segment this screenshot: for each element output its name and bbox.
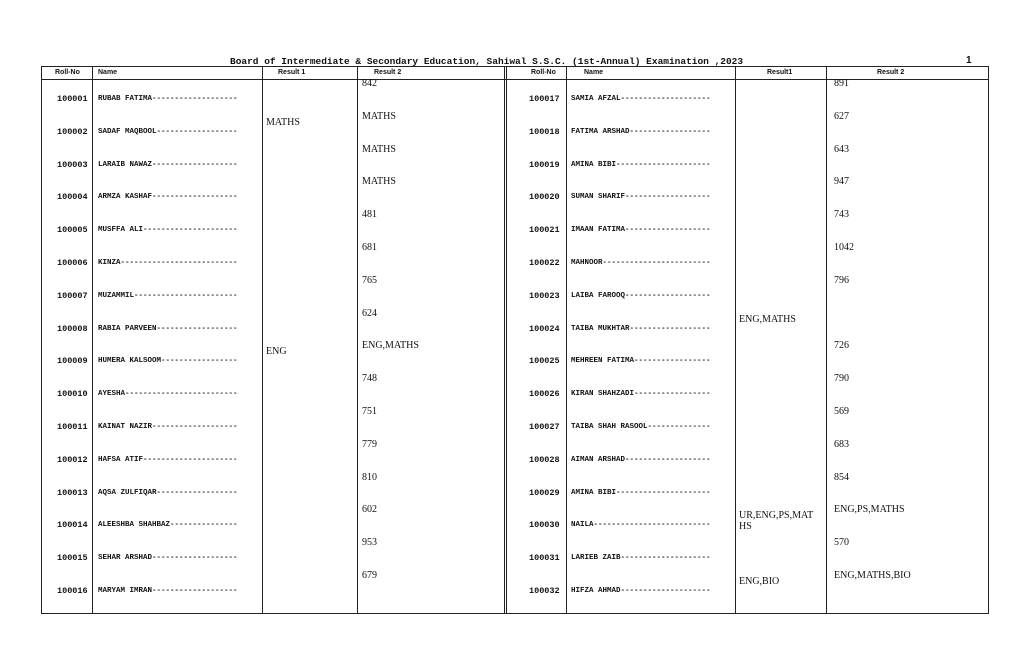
result2-value: 854 xyxy=(834,471,849,483)
result2-value: 748 xyxy=(362,373,377,385)
result1-value: MATHS xyxy=(266,116,300,128)
roll-number: 100026 xyxy=(529,389,560,400)
student-name: MEHREEN FATIMA----------------- xyxy=(571,357,711,366)
header-name-left: Name xyxy=(98,69,118,76)
column-divider xyxy=(262,66,263,614)
result2-value: 779 xyxy=(362,438,377,450)
page-number: 1 xyxy=(966,55,972,66)
roll-number: 100020 xyxy=(529,192,560,203)
result2-value: 481 xyxy=(362,209,377,221)
student-name: LARIEB ZAIB-------------------- xyxy=(571,554,711,563)
student-name: SAMIA AFZAL-------------------- xyxy=(571,95,711,103)
result2-value: 570 xyxy=(834,537,849,549)
roll-number: 100029 xyxy=(529,487,560,498)
roll-number: 100012 xyxy=(57,454,88,465)
roll-number: 100015 xyxy=(57,553,88,564)
result2-value: ENG,MATHS xyxy=(362,340,419,352)
roll-number: 100030 xyxy=(529,520,560,531)
student-name: NAILA-------------------------- xyxy=(571,521,711,530)
student-name: KINZA-------------------------- xyxy=(98,259,238,267)
student-name: KIRAN SHAHZADI----------------- xyxy=(571,390,711,399)
result1-value: ENG xyxy=(266,346,287,358)
student-name: MAHNOOR------------------------ xyxy=(571,259,711,267)
student-name: HIFZA AHMAD-------------------- xyxy=(571,587,711,595)
column-divider xyxy=(357,66,358,614)
student-name: RABIA PARVEEN------------------ xyxy=(98,324,238,333)
roll-number: 100022 xyxy=(529,258,560,268)
student-name: MUZAMMIL----------------------- xyxy=(98,291,238,300)
result2-value: ENG,PS,MATHS xyxy=(834,504,905,516)
roll-number: 100010 xyxy=(57,389,88,400)
result2-value: MATHS xyxy=(362,143,396,155)
roll-number: 100014 xyxy=(57,520,88,531)
student-name: HUMERA KALSOOM----------------- xyxy=(98,357,238,366)
student-name: IMAAN FATIMA------------------- xyxy=(571,226,711,235)
roll-number: 100028 xyxy=(529,454,560,465)
roll-number: 100001 xyxy=(57,94,88,104)
roll-number: 100006 xyxy=(57,258,88,268)
student-name: HAFSA ATIF--------------------- xyxy=(98,455,238,464)
student-name: MARYAM IMRAN------------------- xyxy=(98,587,238,595)
result2-value: 681 xyxy=(362,242,377,253)
roll-number: 100025 xyxy=(529,356,560,367)
column-divider xyxy=(566,66,567,614)
roll-number: 100002 xyxy=(57,126,88,137)
result2-value: 627 xyxy=(834,110,849,122)
result2-value: 743 xyxy=(834,209,849,221)
result2-value: 810 xyxy=(362,471,377,483)
result2-value: 569 xyxy=(834,406,849,417)
result2-value: MATHS xyxy=(362,176,396,188)
roll-number: 100009 xyxy=(57,356,88,367)
roll-number: 100007 xyxy=(57,290,88,301)
header-roll-no-right: Roll-No xyxy=(531,69,556,76)
roll-number: 100005 xyxy=(57,225,88,236)
header-result2-left: Result 2 xyxy=(374,69,402,76)
result1-value: UR,ENG,PS,MAT HS xyxy=(739,510,813,533)
student-name: RUBAB FATIMA------------------- xyxy=(98,95,238,103)
student-name: ALEESHBA SHAHBAZ--------------- xyxy=(98,521,238,530)
result2-value: 726 xyxy=(834,340,849,352)
roll-number: 100024 xyxy=(529,323,560,334)
student-name: SADAF MAQBOOL------------------ xyxy=(98,127,238,136)
header-name-right: Name xyxy=(584,69,604,76)
result2-value: 679 xyxy=(362,570,377,581)
result2-value: 624 xyxy=(362,307,377,319)
result2-value: 765 xyxy=(362,274,377,286)
page-title: Board of Intermediate & Secondary Education, Sahiwal S.S.C. (1st-Annual) Examination ,2023 xyxy=(230,56,744,67)
result2-value: 947 xyxy=(834,176,849,188)
column-divider xyxy=(735,66,736,614)
roll-number: 100004 xyxy=(57,192,88,203)
student-name: AMINA BIBI--------------------- xyxy=(571,488,711,497)
column-divider xyxy=(826,66,827,614)
result2-value: 602 xyxy=(362,504,377,516)
center-divider xyxy=(504,66,507,614)
roll-number: 100017 xyxy=(529,94,560,104)
roll-number: 100031 xyxy=(529,553,560,564)
result2-value: MATHS xyxy=(362,110,396,122)
header-roll-no-left: Roll-No xyxy=(55,69,80,76)
student-name: TAIBA MUKHTAR------------------ xyxy=(571,324,711,333)
roll-number: 100019 xyxy=(529,159,560,170)
roll-number: 100032 xyxy=(529,586,560,596)
student-name: TAIBA SHAH RASOOL-------------- xyxy=(571,423,711,431)
student-name: FATIMA ARSHAD------------------ xyxy=(571,127,711,136)
result1-value: ENG,MATHS xyxy=(739,313,796,325)
student-name: MUSFFA ALI--------------------- xyxy=(98,226,238,235)
result2-value: 1042 xyxy=(834,242,854,253)
result2-value: 796 xyxy=(834,274,849,286)
roll-number: 100018 xyxy=(529,126,560,137)
roll-number: 100013 xyxy=(57,487,88,498)
result2-value: 842 xyxy=(362,78,377,89)
student-name: AMINA BIBI--------------------- xyxy=(571,160,711,169)
result2-value: 790 xyxy=(834,373,849,385)
result2-value: 683 xyxy=(834,438,849,450)
result1-value: ENG,BIO xyxy=(739,576,780,587)
roll-number: 100016 xyxy=(57,586,88,596)
column-divider xyxy=(92,66,93,614)
roll-number: 100021 xyxy=(529,225,560,236)
roll-number: 100027 xyxy=(529,422,560,432)
result2-value: 751 xyxy=(362,406,377,417)
header-result1-left: Result 1 xyxy=(278,69,306,76)
result2-value: 891 xyxy=(834,78,849,89)
roll-number: 100011 xyxy=(57,422,88,432)
result2-value: ENG,MATHS,BIO xyxy=(834,570,911,581)
student-name: ARMZA KASHAF------------------- xyxy=(98,193,238,202)
roll-number: 100008 xyxy=(57,323,88,334)
result2-value: 643 xyxy=(834,143,849,155)
student-name: SUMAN SHARIF------------------- xyxy=(571,193,711,202)
student-name: LAIBA FAROOQ------------------- xyxy=(571,291,711,300)
student-name: KAINAT NAZIR------------------- xyxy=(98,423,238,431)
student-name: AIMAN ARSHAD------------------- xyxy=(571,455,711,464)
header-result1-right: Result1 xyxy=(767,69,793,76)
roll-number: 100023 xyxy=(529,290,560,301)
header-result2-right: Result 2 xyxy=(877,69,905,76)
result2-value: 953 xyxy=(362,537,377,549)
roll-number: 100003 xyxy=(57,159,88,170)
student-name: AQSA ZULFIQAR------------------ xyxy=(98,488,238,497)
student-name: LARAIB NAWAZ------------------- xyxy=(98,160,238,169)
student-name: SEHAR ARSHAD------------------- xyxy=(98,554,238,563)
student-name: AYESHA------------------------- xyxy=(98,390,238,399)
